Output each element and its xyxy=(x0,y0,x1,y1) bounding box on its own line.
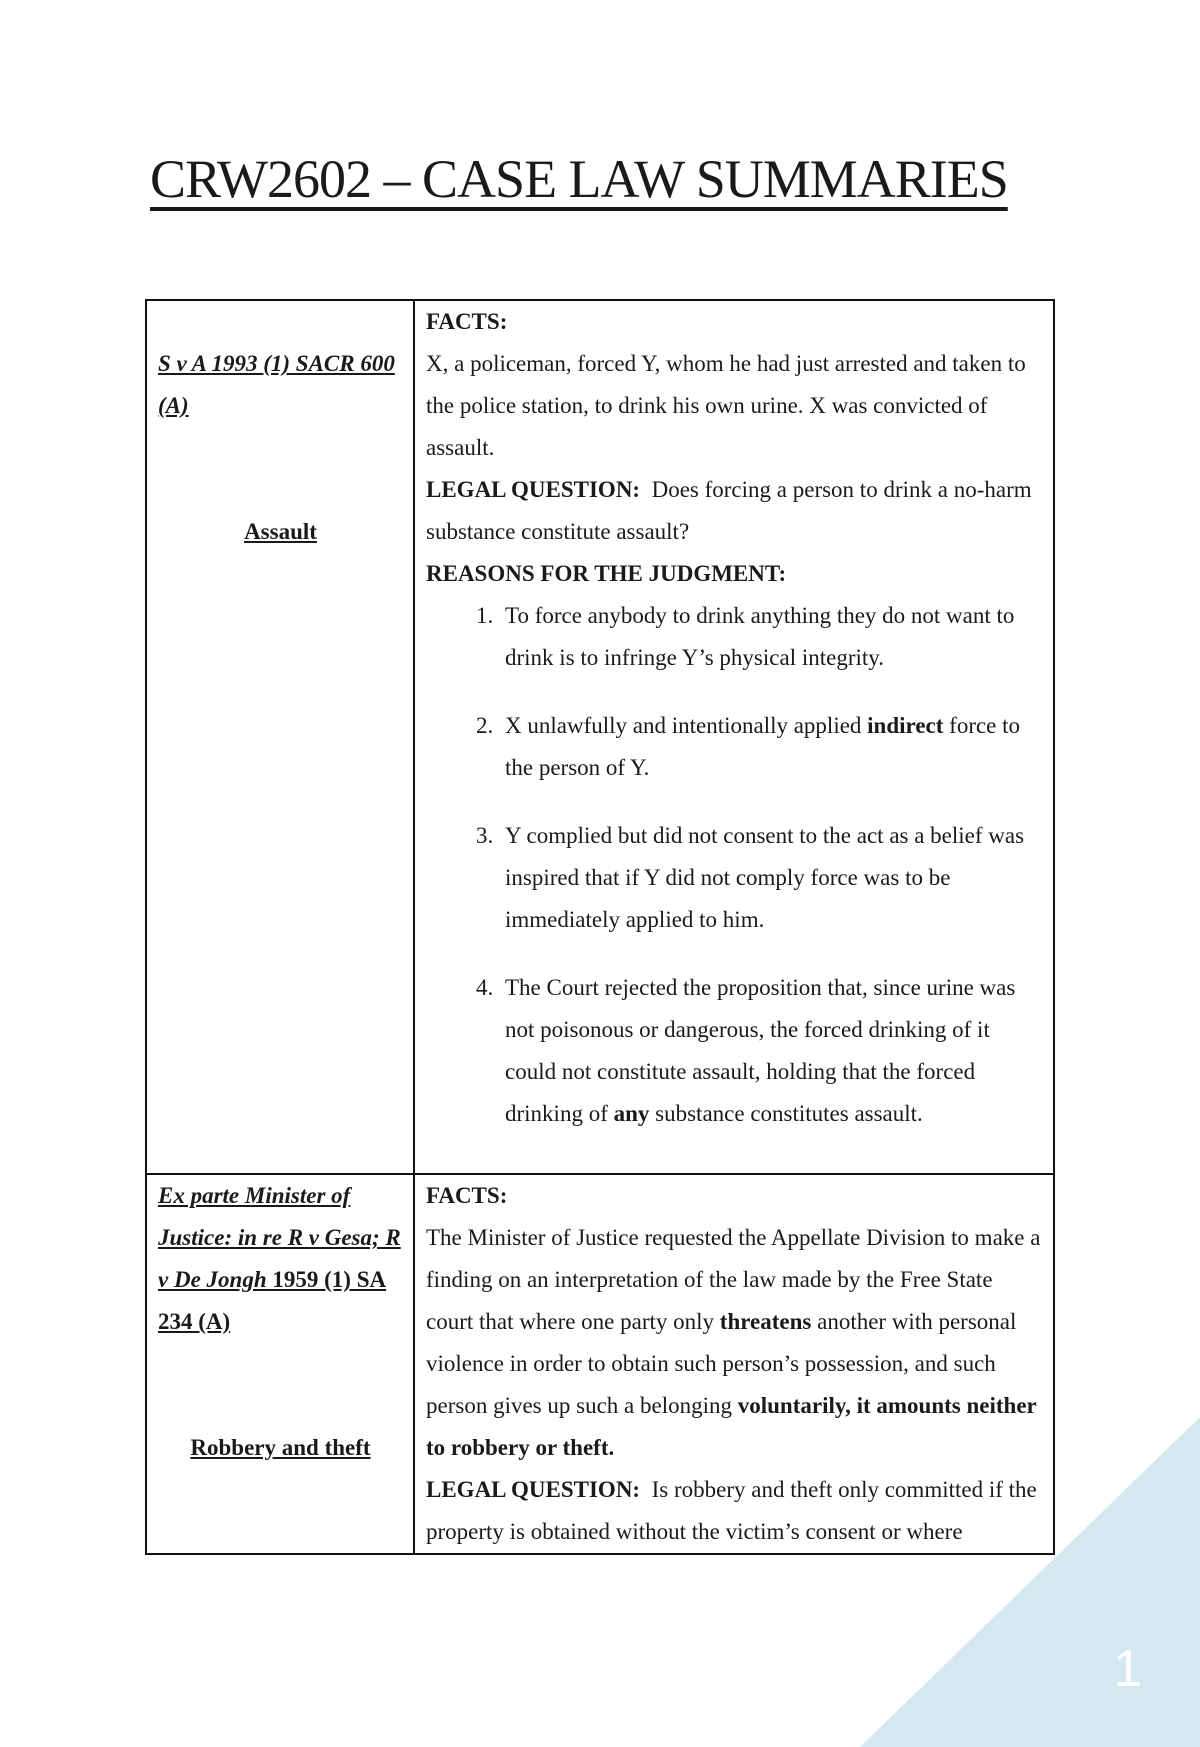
legal-question xyxy=(426,1469,1043,1553)
page-number: 1 xyxy=(1113,1640,1142,1698)
table-row xyxy=(146,300,1054,1174)
legal-question-heading: LEGAL QUESTION: xyxy=(426,1477,641,1502)
case-citation: S v A 1993 (1) SACR 600 (A) xyxy=(158,351,395,418)
document-title: CRW2602 – CASE LAW SUMMARIES xyxy=(150,149,1008,209)
case-topic: Assault xyxy=(244,519,317,544)
case-topic: Robbery and theft xyxy=(190,1435,371,1460)
reason-item: 2. X unlawfully and intentionally applied indirect force to the person of Y. xyxy=(499,705,1043,789)
reason-item: 1. To force anybody to drink anything they do not want to drink is to infringe Y’s physical integrity. xyxy=(499,595,1043,679)
legal-question-heading: LEGAL QUESTION: xyxy=(426,477,641,502)
case-citation: Ex parte Minister of Justice: in re R v Gesa; R v De Jongh 1959 (1) SA 234 (A) xyxy=(158,1183,401,1334)
legal-question xyxy=(426,469,1043,553)
facts-heading: FACTS: xyxy=(426,309,508,334)
legal-question-text: Is robbery and theft only committed if the property is obtained without the victim’s consent or where xyxy=(426,1477,1037,1544)
facts-heading: FACTS: xyxy=(426,1183,508,1208)
facts-text: X, a policeman, forced Y, whom he had just arrested and taken to the police station, to drink his own urine. X was convicted of assault. xyxy=(426,351,1026,460)
facts-text: The Minister of Justice requested the Appellate Division to make a finding on an interpretation of the law made by the Free State court that where one party only threatens another with personal violence in order to obtain such person’s possession, and such person gives up such a belonging voluntarily, it amounts neither to robbery or theft. xyxy=(426,1225,1041,1460)
case-citation-cell xyxy=(146,300,414,1174)
case-law-table xyxy=(145,299,1055,1555)
legal-question-text: Does forcing a person to drink a no-harm substance constitute assault? xyxy=(426,477,1032,544)
case-details-cell xyxy=(414,300,1054,1174)
reasons-list xyxy=(426,595,1043,1135)
case-details-cell xyxy=(414,1174,1054,1554)
table-row xyxy=(146,1174,1054,1554)
reason-item: 4. The Court rejected the proposition that, since urine was not poisonous or dangerous, the forced drinking of it could not constitute assault, holding that the forced drinking of any substance constitutes assault. xyxy=(499,967,1043,1135)
reasons-heading: REASONS FOR THE JUDGMENT: xyxy=(426,561,787,586)
reason-item: 3. Y complied but did not consent to the act as a belief was inspired that if Y did not comply force was to be immediately applied to him. xyxy=(499,815,1043,941)
case-citation-cell xyxy=(146,1174,414,1554)
